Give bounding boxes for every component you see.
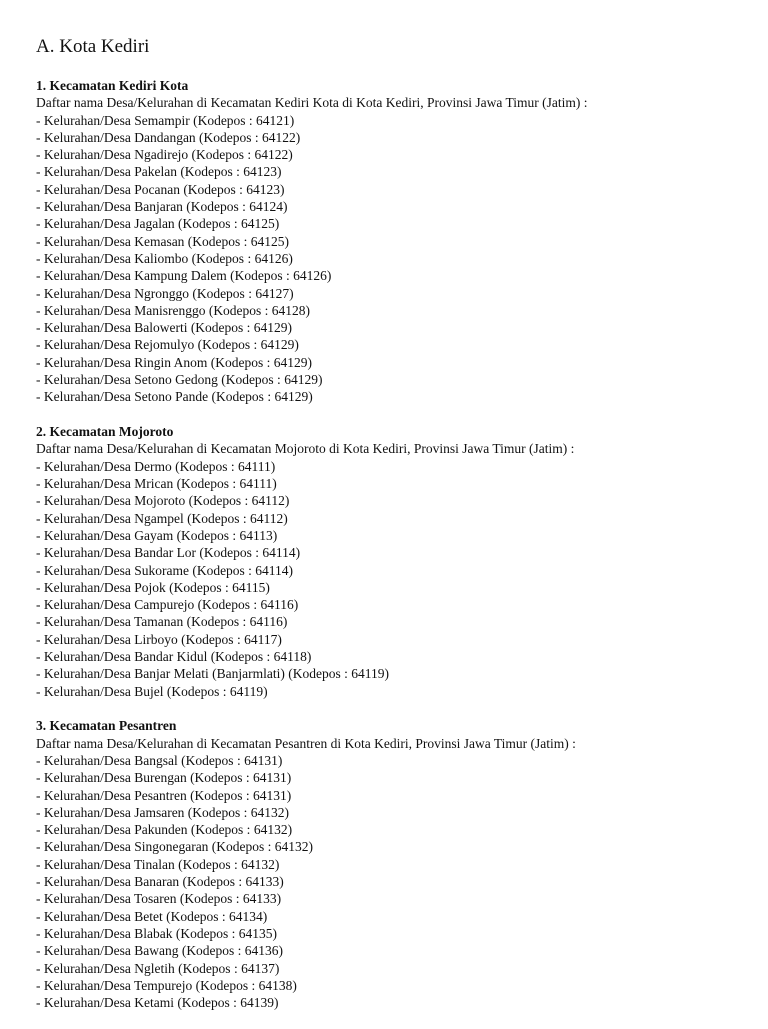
list-item: - Kelurahan/Desa Rejomulyo (Kodepos : 64129) (36, 337, 299, 353)
list-item: - Kelurahan/Desa Banjaran (Kodepos : 64124) (36, 199, 288, 215)
list-item: - Kelurahan/Desa Dandangan (Kodepos : 64122) (36, 129, 301, 145)
list-item: - Kelurahan/Desa Mojoroto (Kodepos : 64112) (36, 493, 290, 509)
section-heading: 1. Kecamatan Kediri Kota (36, 78, 189, 93)
list-item: - Kelurahan/Desa Burengan (Kodepos : 64131) (36, 770, 292, 786)
list-item: - Kelurahan/Desa Tinalan (Kodepos : 64132) (36, 856, 280, 872)
list-item: - Kelurahan/Desa Kemasan (Kodepos : 64125) (36, 233, 290, 249)
list-item: - Kelurahan/Desa Pocanan (Kodepos : 64123) (36, 181, 285, 197)
list-item: - Kelurahan/Desa Pakunden (Kodepos : 64132) (36, 822, 293, 838)
list-item: - Kelurahan/Desa Ngletih (Kodepos : 64137) (36, 960, 280, 976)
list-item: - Kelurahan/Desa Singonegaran (Kodepos : 64132) (36, 839, 314, 855)
list-item: - Kelurahan/Desa Gayam (Kodepos : 64113) (36, 527, 278, 543)
list-item: - Kelurahan/Desa Balowerti (Kodepos : 64129) (36, 320, 293, 336)
list-item: - Kelurahan/Desa Blabak (Kodepos : 64135) (36, 925, 278, 941)
kecamatan-section (36, 717, 756, 1011)
section-intro: Daftar nama Desa/Kelurahan di Kecamatan Pesantren di Kota Kediri, Provinsi Jawa Timur (Jatim) : (36, 735, 576, 751)
list-item: - Kelurahan/Desa Kaliombo (Kodepos : 64126) (36, 250, 293, 266)
kecamatan-section (36, 77, 756, 406)
kelurahan-list (36, 458, 756, 700)
kecamatan-section (36, 423, 756, 700)
kelurahan-list (36, 752, 756, 1011)
list-item: - Kelurahan/Desa Dermo (Kodepos : 64111) (36, 458, 276, 474)
list-item: - Kelurahan/Desa Ngampel (Kodepos : 64112) (36, 510, 288, 526)
list-item: - Kelurahan/Desa Pesantren (Kodepos : 64131) (36, 787, 292, 803)
section-heading: 2. Kecamatan Mojoroto (36, 424, 174, 440)
section-intro: Daftar nama Desa/Kelurahan di Kecamatan Kediri Kota di Kota Kediri, Provinsi Jawa Timur (Jatim) : (36, 95, 588, 111)
list-item: - Kelurahan/Desa Pakelan (Kodepos : 64123) (36, 164, 282, 180)
list-item: - Kelurahan/Desa Banjar Melati (Banjarmlati) (Kodepos : 64119) (36, 666, 390, 682)
list-item: - Kelurahan/Desa Bandar Kidul (Kodepos : 64118) (36, 649, 312, 664)
list-item: - Kelurahan/Desa Lirboyo (Kodepos : 64117) (36, 631, 282, 647)
list-item: - Kelurahan/Desa Pojok (Kodepos : 64115) (36, 579, 270, 595)
list-item: - Kelurahan/Desa Setono Pande (Kodepos : 64129) (36, 389, 313, 405)
list-item: - Kelurahan/Desa Tosaren (Kodepos : 64133) (36, 891, 282, 907)
list-item: - Kelurahan/Desa Ngadirejo (Kodepos : 64122) (36, 147, 293, 163)
list-item: - Kelurahan/Desa Campurejo (Kodepos : 64116) (36, 597, 299, 613)
list-item: - Kelurahan/Desa Mrican (Kodepos : 64111) (36, 476, 277, 492)
kelurahan-list (36, 112, 756, 406)
list-item: - Kelurahan/Desa Bangsal (Kodepos : 64131) (36, 752, 283, 768)
list-item: - Kelurahan/Desa Manisrenggo (Kodepos : 64128) (36, 302, 311, 318)
list-item: - Kelurahan/Desa Kampung Dalem (Kodepos : 64126) (36, 268, 332, 284)
list-item: - Kelurahan/Desa Ketami (Kodepos : 64139) (36, 995, 279, 1011)
list-item: - Kelurahan/Desa Jamsaren (Kodepos : 64132) (36, 804, 290, 820)
list-item: - Kelurahan/Desa Bandar Lor (Kodepos : 64114) (36, 545, 301, 561)
sections-container (36, 77, 756, 1011)
list-item: - Kelurahan/Desa Setono Gedong (Kodepos : 64129) (36, 372, 323, 388)
list-item: - Kelurahan/Desa Betet (Kodepos : 64134) (36, 908, 268, 924)
list-item: - Kelurahan/Desa Tamanan (Kodepos : 64116) (36, 614, 288, 630)
document-page (36, 34, 756, 1029)
list-item: - Kelurahan/Desa Jagalan (Kodepos : 64125) (36, 216, 280, 232)
list-item: - Kelurahan/Desa Tempurejo (Kodepos : 64138) (36, 977, 297, 993)
list-item: - Kelurahan/Desa Ngronggo (Kodepos : 64127) (36, 285, 294, 301)
list-item: - Kelurahan/Desa Semampir (Kodepos : 64121) (36, 112, 295, 128)
list-item: - Kelurahan/Desa Ringin Anom (Kodepos : 64129) (36, 354, 312, 370)
list-item: - Kelurahan/Desa Sukorame (Kodepos : 64114) (36, 562, 294, 578)
list-item: - Kelurahan/Desa Banaran (Kodepos : 64133) (36, 874, 284, 890)
list-item: - Kelurahan/Desa Bawang (Kodepos : 64136) (36, 943, 284, 959)
page-title: A. Kota Kediri (36, 36, 150, 57)
list-item: - Kelurahan/Desa Bujel (Kodepos : 64119) (36, 683, 268, 699)
section-heading: 3. Kecamatan Pesantren (36, 718, 177, 734)
section-intro: Daftar nama Desa/Kelurahan di Kecamatan Mojoroto di Kota Kediri, Provinsi Jawa Timur (Jatim) : (36, 441, 575, 457)
